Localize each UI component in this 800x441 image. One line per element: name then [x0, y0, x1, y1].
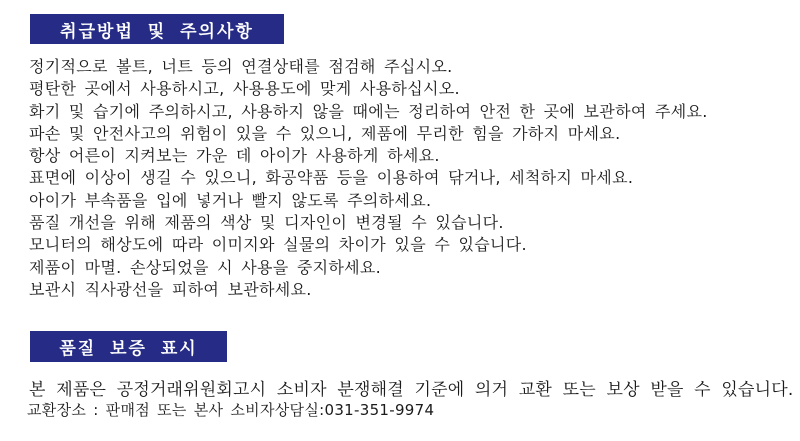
instruction-line: 보관시 직사광선을 피하여 보관하세요. [29, 279, 312, 299]
instruction-line: 표면에 이상이 생길 수 있으니, 화공약품 등을 이용하여 닦거나, 세척하지 마세요. [29, 168, 634, 188]
handling-section-title-badge: 취급방법 및 주의사항 [30, 14, 284, 44]
warranty-section-title-badge: 품질 보증 표시 [30, 331, 227, 362]
instruction-line: 파손 및 안전사고의 위험이 있을 수 있으니, 제품에 무리한 힘을 가하지 마세요. [29, 123, 621, 143]
instruction-line: 품질 개선을 위해 제품의 색상 및 디자인이 변경될 수 있습니다. [29, 213, 504, 233]
instruction-line: 항상 어른이 지켜보는 가운 데 아이가 사용하게 하세요. [29, 146, 440, 166]
instruction-line: 제품이 마멸. 손상되었을 시 사용을 중지하세요. [29, 257, 382, 277]
exchange-contact-info: 교환장소 : 판매점 또는 본사 소비자상담실:031-351-9974 [27, 401, 435, 419]
instruction-line: 아이가 부속품을 입에 넣거나 빨지 않도록 주의하세요. [29, 190, 432, 210]
warranty-statement: 본 제품은 공정거래위원회고시 소비자 분쟁해결 기준에 의거 교환 또는 보상 받을 수 있습니다. [29, 380, 794, 400]
instruction-line: 평탄한 곳에서 사용하시고, 사용용도에 맞게 사용하십시오. [29, 79, 460, 99]
handling-instruction-list [29, 56, 789, 301]
instruction-line: 화기 및 습기에 주의하시고, 사용하지 않을 때에는 정리하여 안전 한 곳에 보관하여 주세요. [29, 101, 708, 121]
instruction-line: 정기적으로 볼트, 너트 등의 연결상태를 점검해 주십시오. [29, 57, 453, 76]
instruction-line: 모니터의 해상도에 따라 이미지와 실물의 차이가 있을 수 있습니다. [29, 235, 527, 255]
